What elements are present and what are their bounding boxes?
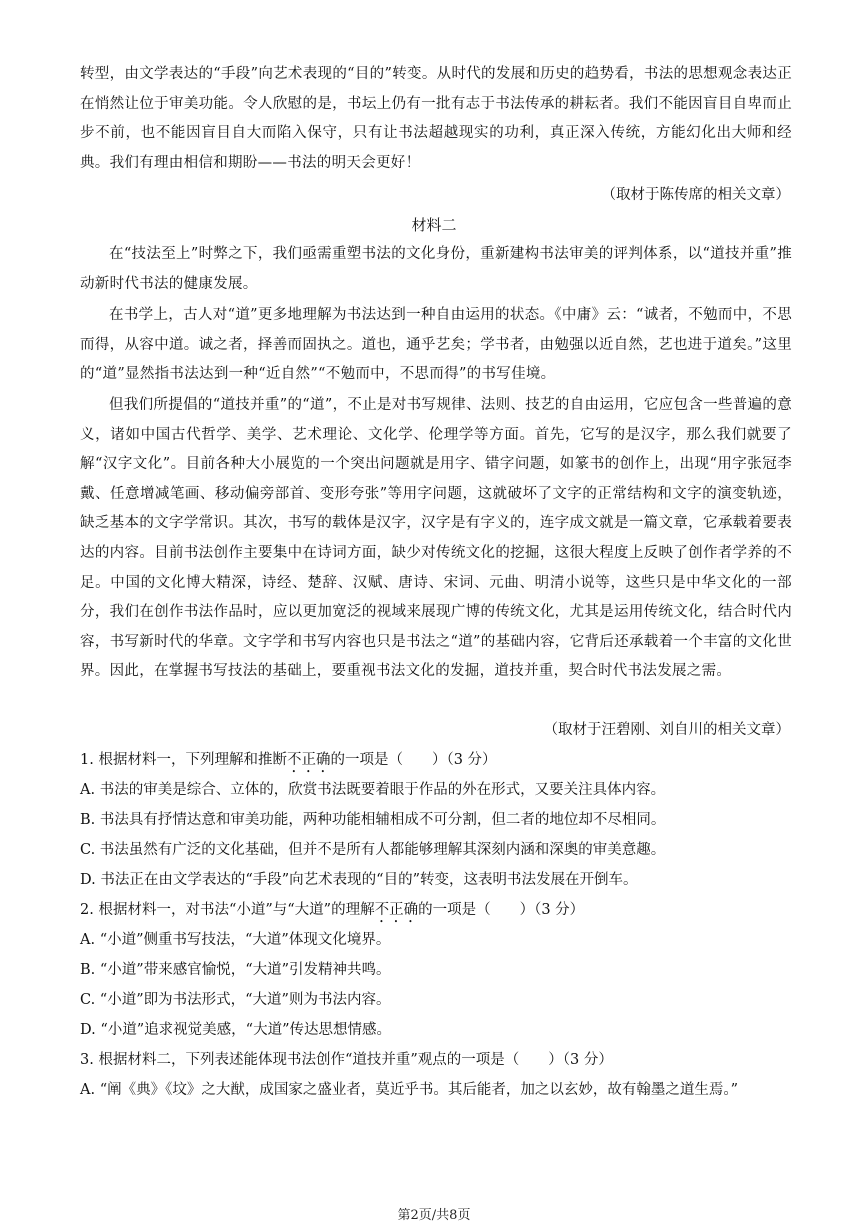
- question-2-stem-tail: 的一项是（ ）（3 分）: [418, 902, 585, 918]
- question-1-option-c[interactable]: C. 书法虽然有广泛的文化基础，但并不是所有人都能够理解其深刻内涵和深奥的审美意趣。: [80, 842, 666, 858]
- question-2-option-d[interactable]: D. “小道”追求视觉美感，“大道”传达思想情感。: [80, 1022, 391, 1038]
- question-2-option-a[interactable]: A. “小道”侧重书写技法，“大道”体现文化境界。: [80, 932, 391, 948]
- page-footer: 第2页/共8页: [397, 1208, 471, 1223]
- question-1-option-d[interactable]: D. 书法正在由文学表达的“手段”向艺术表现的“目的”转变，这表明书法发展在开倒车。: [80, 872, 638, 888]
- question-2-option-b[interactable]: B. “小道”带来感官愉悦，“大道”引发精神共鸣。: [80, 962, 391, 978]
- question-1-stem-text: 1. 根据材料一，下列理解和推断: [80, 752, 287, 768]
- question-2-option-c[interactable]: C. “小道”即为书法形式，“大道”则为书法内容。: [80, 992, 391, 1008]
- material1-source: （取材于陈传席的相关文章）: [601, 187, 790, 203]
- question-1-emphasis: 不正确: [286, 752, 331, 768]
- material2-paragraph-3: 但我们所提倡的“道技并重”的“道”，不止是对书写规律、法则、技艺的自由运用，它应包含一些普遍的意义，诸如中国古代哲学、美学、艺术理论、文化学、伦理学等方面。首先，它写的是汉字，那么我们就要了解“汉字文化”。目前各种大小展览的一个突出问题就是用字、错字问题，如篆书的创作上，出现“用字张冠李戴、任意增减笔画、移动偏旁部首、变形夸张”等用字问题，这就破坏了文字的正常结构和文字的演变轨迹，缺乏基本的文字学常识。其次，书写的载体是汉字，汉字是有字义的，连字成文就是一篇文章，它承载着要表达的内容。目前书法创作主要集中在诗词方面，缺少对传统文化的挖掘，这很大程度上反映了创作者学养的不足。中国的文化博大精深，诗经、楚辞、汉赋、唐诗、宋词、元曲、明清小说等，这些只是中华文化的一部分，我们在创作书法作品时，应以更加宽泛的视域来展现广博的传统文化，尤其是运用传统文化，结合时代内容，书写新时代的华章。文字学和书写内容也只是书法之“道”的基础内容，它背后还承载着一个丰富的文化世界。因此，在掌握书写技法的基础上，要重视书法文化的发掘，道技并重，契合时代书法发展之需。: [80, 397, 792, 680]
- material2-paragraph-1: 在“技法至上”时弊之下，我们亟需重塑书法的文化身份，重新建构书法审美的评判体系，以“道技并重”推动新时代书法的健康发展。: [80, 246, 792, 292]
- question-1-stem-tail: 的一项是（ ）（3 分）: [330, 752, 497, 768]
- question-2-emphasis: 不正确: [374, 902, 419, 918]
- question-1-stem: [80, 746, 800, 776]
- material1-tail-paragraph: 转型，由文学表达的“手段”向艺术表现的“目的”转变。从时代的发展和历史的趋势看，书法的思想观念表达正在悄然让位于审美功能。令人欣慰的是，书坛上仍有一批有志于书法传承的耕耘者。我们不能因盲目自卑而止步不前，也不能因盲目自大而陷入保守，只有让书法超越现实的功利，真正深入传统，方能幻化出大师和经典。我们有理由相信和期盼——书法的明天会更好！: [80, 66, 792, 171]
- material2-heading: 材料二: [411, 216, 457, 234]
- material2-paragraph-2: 在书学上，古人对“道”更多地理解为书法达到一种自由运用的状态。《中庸》云：“诚者，不勉而中，不思而得，从容中道。诚之者，择善而固执之。道也，通乎艺矣；学书者，由勉强以近自然，艺也进于道矣。”这里的“道”显然指书法达到一种“近自然”“不勉而中，不思而得”的书写佳境。: [80, 307, 792, 383]
- question-1-option-b[interactable]: B. 书法具有抒情达意和审美功能，两种功能相辅相成不可分割，但二者的地位却不尽相同。: [80, 812, 666, 828]
- material2-source: （取材于汪碧刚、刘自川的相关文章）: [543, 722, 790, 738]
- question-3-option-a[interactable]: A. “阐《典》《坟》之大猷，成国家之盛业者，莫近乎书。其后能者，加之以玄妙，故有翰墨之道生焉。”: [80, 1082, 739, 1098]
- question-2-stem-text: 2. 根据材料一，对书法“小道”与“大道”的理解: [80, 902, 375, 918]
- question-1-option-a[interactable]: A. 书法的审美是综合、立体的，欣赏书法既要着眼于作品的外在形式，又要关注具体内容。: [80, 782, 666, 798]
- question-2-stem: [80, 896, 800, 926]
- question-3-stem: 3. 根据材料二，下列表述能体现书法创作“道技并重”观点的一项是（ ）（3 分）: [80, 1052, 613, 1068]
